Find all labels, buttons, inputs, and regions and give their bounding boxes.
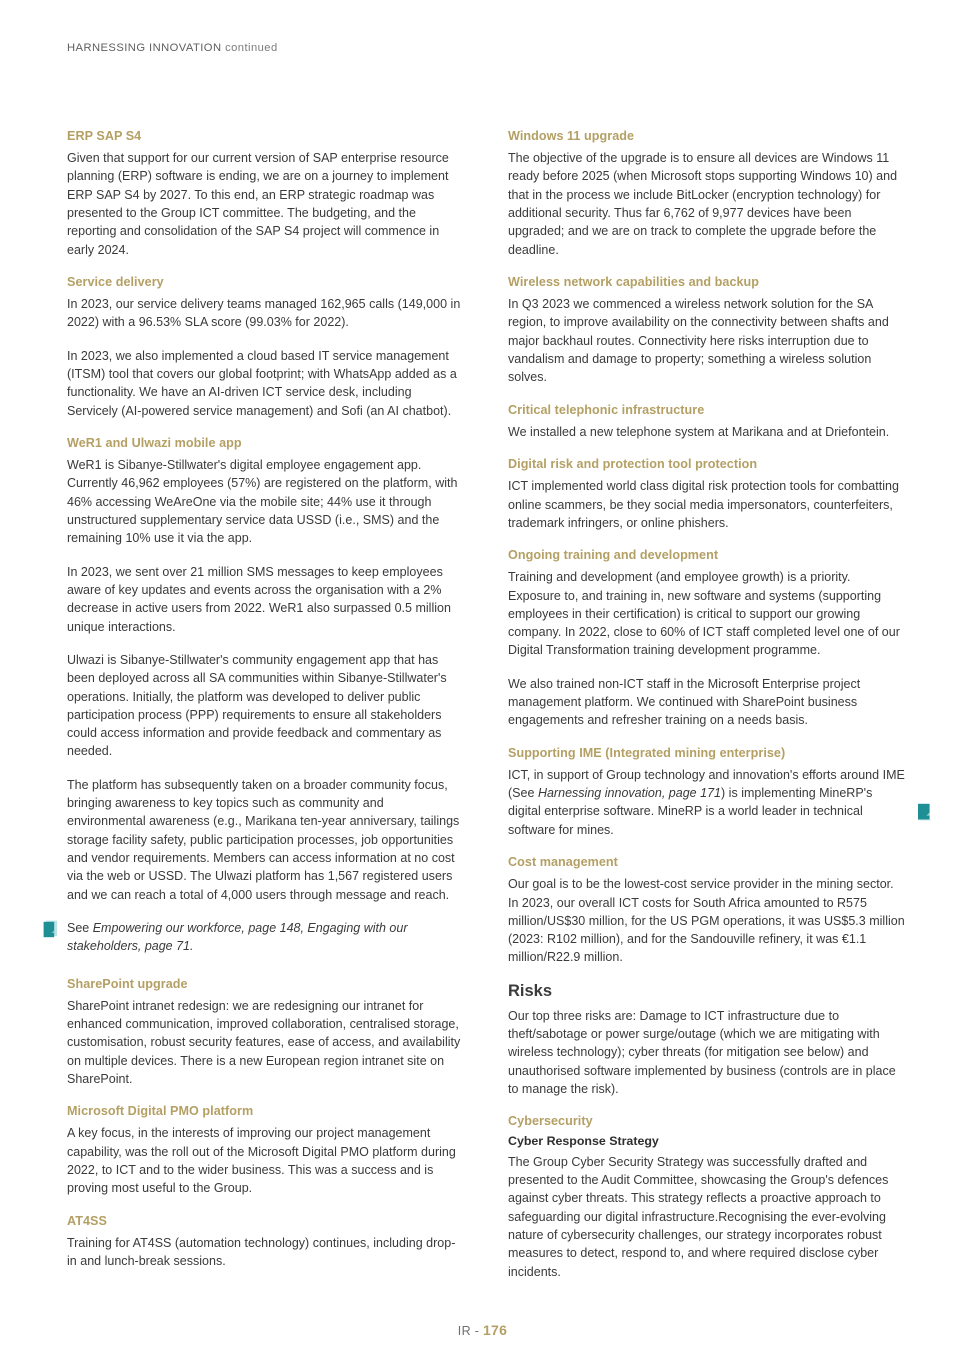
heading-microsoft-digital-pmo: Microsoft Digital PMO platform (67, 1104, 254, 1119)
paragraph-at4ss: Training for AT4SS (automation technology) continues, including drop-in and lunch-break sessions. (67, 1235, 456, 1269)
paragraph-sharepoint-upgrade: SharePoint intranet redesign: we are redesigning our intranet for enhanced communication, improved collaboration, centralised storage, customisation, robust security features, ease of access, and availability on multiple devices. There is a new European region intranet site on SharePoint. (67, 998, 461, 1086)
heading-cost-management: Cost management (508, 855, 618, 870)
heading-digital-risk-protection: Digital risk and protection tool protection (508, 457, 758, 472)
running-header-title: HARNESSING INNOVATION (67, 42, 222, 54)
paragraph-windows-11-upgrade: The objective of the upgrade is to ensure all devices are Windows 11 ready before 2025 (when Microsoft stops supporting Windows 10) and that in the process we include BitLocker (encryption technology) for additional security. Thus far 6,762 of 9,977 devices have been upgraded; and we are on track to complete the upgrade before the deadline. (508, 151, 898, 257)
paragraph-supporting-ime (508, 766, 905, 839)
ime-text-italic: Harnessing innovation, page 171 (537, 786, 722, 801)
heading-windows-11-upgrade: Windows 11 upgrade (508, 129, 635, 143)
paragraph-wer1-2: In 2023, we sent over 21 million SMS messages to keep employees aware of key updates and events across the organisation with a 2% decrease in active users from 2022. WeR1 also surpassed 0.5 million unique interactions. (67, 564, 451, 634)
document-page-icon (917, 803, 932, 821)
two-column-body (67, 128, 905, 1296)
paragraph-erp-sap-s4: Given that support for our current version of SAP enterprise resource planning (ERP) software is ending, we are on a journey to implement ERP SAP S4 by 2027. To this end, an ERP strategic roadmap was presented to the Group ICT committee. The budgeting, and the reporting and consolidation of the SAP S4 project will commence in early 2024. (67, 151, 449, 257)
page-footer (0, 1322, 965, 1338)
heading-at4ss: AT4SS (67, 1213, 107, 1228)
paragraph-microsoft-digital-pmo: A key focus, in the interests of improving our project management capability, was the roll out of the Microsoft Digital PMO platform during 2022, to ICT and to the wider business. This was a success and is proving most useful to the Group. (67, 1126, 456, 1196)
paragraph-ongoing-training-2: We also trained non-ICT staff in the Microsoft Enterprise project management platform. We continued with SharePoint business engagements and refresher training on a needs basis. (508, 676, 861, 728)
heading-sharepoint-upgrade: SharePoint upgrade (67, 976, 188, 991)
paragraph-wer1-3: Ulwazi is Sibanye-Stillwater's community engagement app that has been deployed across all SA communities within Sibanye-Stillwater's operations. Initially, the platform was developed to deliver public participation process (PPP) requirements to ensure all stakeholders could access information and provide feedback and commentary as needed. (67, 652, 447, 759)
paragraph-service-delivery-1: In 2023, our service delivery teams managed 162,965 calls (149,000 in 2022) with a 96.53% SLA score (99.03% for 2022). (67, 297, 461, 330)
paragraph-critical-telephonic: We installed a new telephone system at Marikana and at Driefontein. (508, 424, 890, 439)
cross-reference-text (67, 919, 464, 956)
footer-dash: - (474, 1324, 480, 1338)
document-pages-icon (43, 920, 58, 938)
footer-prefix: IR (457, 1324, 471, 1338)
footer-page-number: 176 (482, 1322, 508, 1338)
ime-text-part-2: ) is implementing MineRP's digital enterprise software. MineRP is a world leader in technical software for mines. (508, 786, 873, 837)
heading-erp-sap-s4: ERP SAP S4 (67, 129, 142, 143)
paragraph-wer1-4: The platform has subsequently taken on a broader community focus, bringing awareness to key topics such as community and environmental awareness (e.g., Marikana ten-year anniversary, tailings storage facility safety, public participation processes, job opportunities and vendor requirements. Members can access information at no cost via the web or USSD. The Ulwazi platform has 1,567 registered users and we can reach a total of 4,000 users through message and reach. (67, 777, 460, 902)
paragraph-cybersecurity: The Group Cyber Security Strategy was successfully drafted and presented to the Audit Committee, showcasing the Group's defences against cyber threats. This strategy reflects a proactive approach to safeguarding our digital infrastructure.Recognising the ever-evolving nature of cybersecurity challenges, our strategy incorporates robust measures to detect, respond to, and where required disclose cyber incidents. (508, 1154, 889, 1279)
heading-cybersecurity: Cybersecurity (508, 1114, 593, 1129)
paragraph-wer1-1: WeR1 is Sibanye-Stillwater's digital employee engagement app. Currently 46,962 employees (57%) are registered on the platform, with 46% accessing WeAreOne via the mobile site; 44% use it through unstructured supplementary service data USSD (i.e., SMS) and the remaining 10% use it via the app. (67, 458, 458, 546)
paragraph-risks: Our top three risks are: Damage to ICT infrastructure due to theft/sabotage or power surge/outage (which we are mitigating with wireless technology); cyber threats (for mitigation see below) and unauthorised software implemented by business (controls are in place to manage the risk). (508, 1008, 896, 1096)
cross-reference-lead: See (67, 920, 93, 935)
paragraph-digital-risk-protection: ICT implemented world class digital risk protection tools for combatting online scammers, be they social media impersonators, counterfeiters, trademark infringers, or online phishers. (508, 479, 899, 530)
heading-wer1-ulwazi: WeR1 and Ulwazi mobile app (67, 435, 242, 450)
cross-reference-callout[interactable] (67, 919, 464, 956)
paragraph-wireless-network: In Q3 2023 we commenced a wireless network solution for the SA region, to improve availability on the connectivity between shafts and major backhaul routes. Connectivity here risks interruption due to vandalism and damage to property; something a wireless solution solves. (508, 297, 889, 385)
heading-service-delivery: Service delivery (67, 274, 164, 289)
cross-reference-body: Empowering our workforce, page 148, Engaging with our stakeholders, page 71. (67, 920, 408, 954)
ime-text-part-1: ICT, in support of Group technology and innovation's efforts around IME (See (508, 767, 905, 801)
heading-wireless-network: Wireless network capabilities and backup (508, 274, 760, 289)
running-header (67, 42, 278, 54)
subheading-cyber-response-strategy: Cyber Response Strategy (508, 1134, 659, 1149)
heading-ongoing-training: Ongoing training and development (508, 548, 719, 563)
paragraph-cost-management: Our goal is to be the lowest-cost service provider in the mining sector. In 2023, our overall ICT costs for South Africa amounted to R575 million/US$30 million, for the US PGM operations, it was US$5.3 million (2023: R102 million), and for the Sandouville refinery, it was €1.1 million/R22.9 million. (508, 877, 905, 965)
right-column (508, 128, 905, 1296)
paragraph-service-delivery-2: In 2023, we also implemented a cloud based IT service management (ITSM) tool that covers our global footprint; with WhatsApp added as a functionality. We have an AI-driven ICT service desk, including Servicely (AI-powered service management) and Sofi (an AI chatbot). (67, 348, 457, 418)
heading-critical-telephonic: Critical telephonic infrastructure (508, 402, 705, 417)
running-header-continued: continued (225, 42, 278, 54)
left-column (67, 128, 464, 1296)
heading-risks: Risks (508, 981, 553, 1000)
ime-section (508, 745, 905, 839)
heading-supporting-ime: Supporting IME (Integrated mining enterprise) (508, 745, 786, 760)
paragraph-ongoing-training-1: Training and development (and employee growth) is a priority. Exposure to, and training in, new software and systems (supporting employees in their certification) is critical to support our growing company. In 2022, close to 60% of ICT staff completed level one of our Digital Transformation training development programme. (508, 570, 900, 658)
